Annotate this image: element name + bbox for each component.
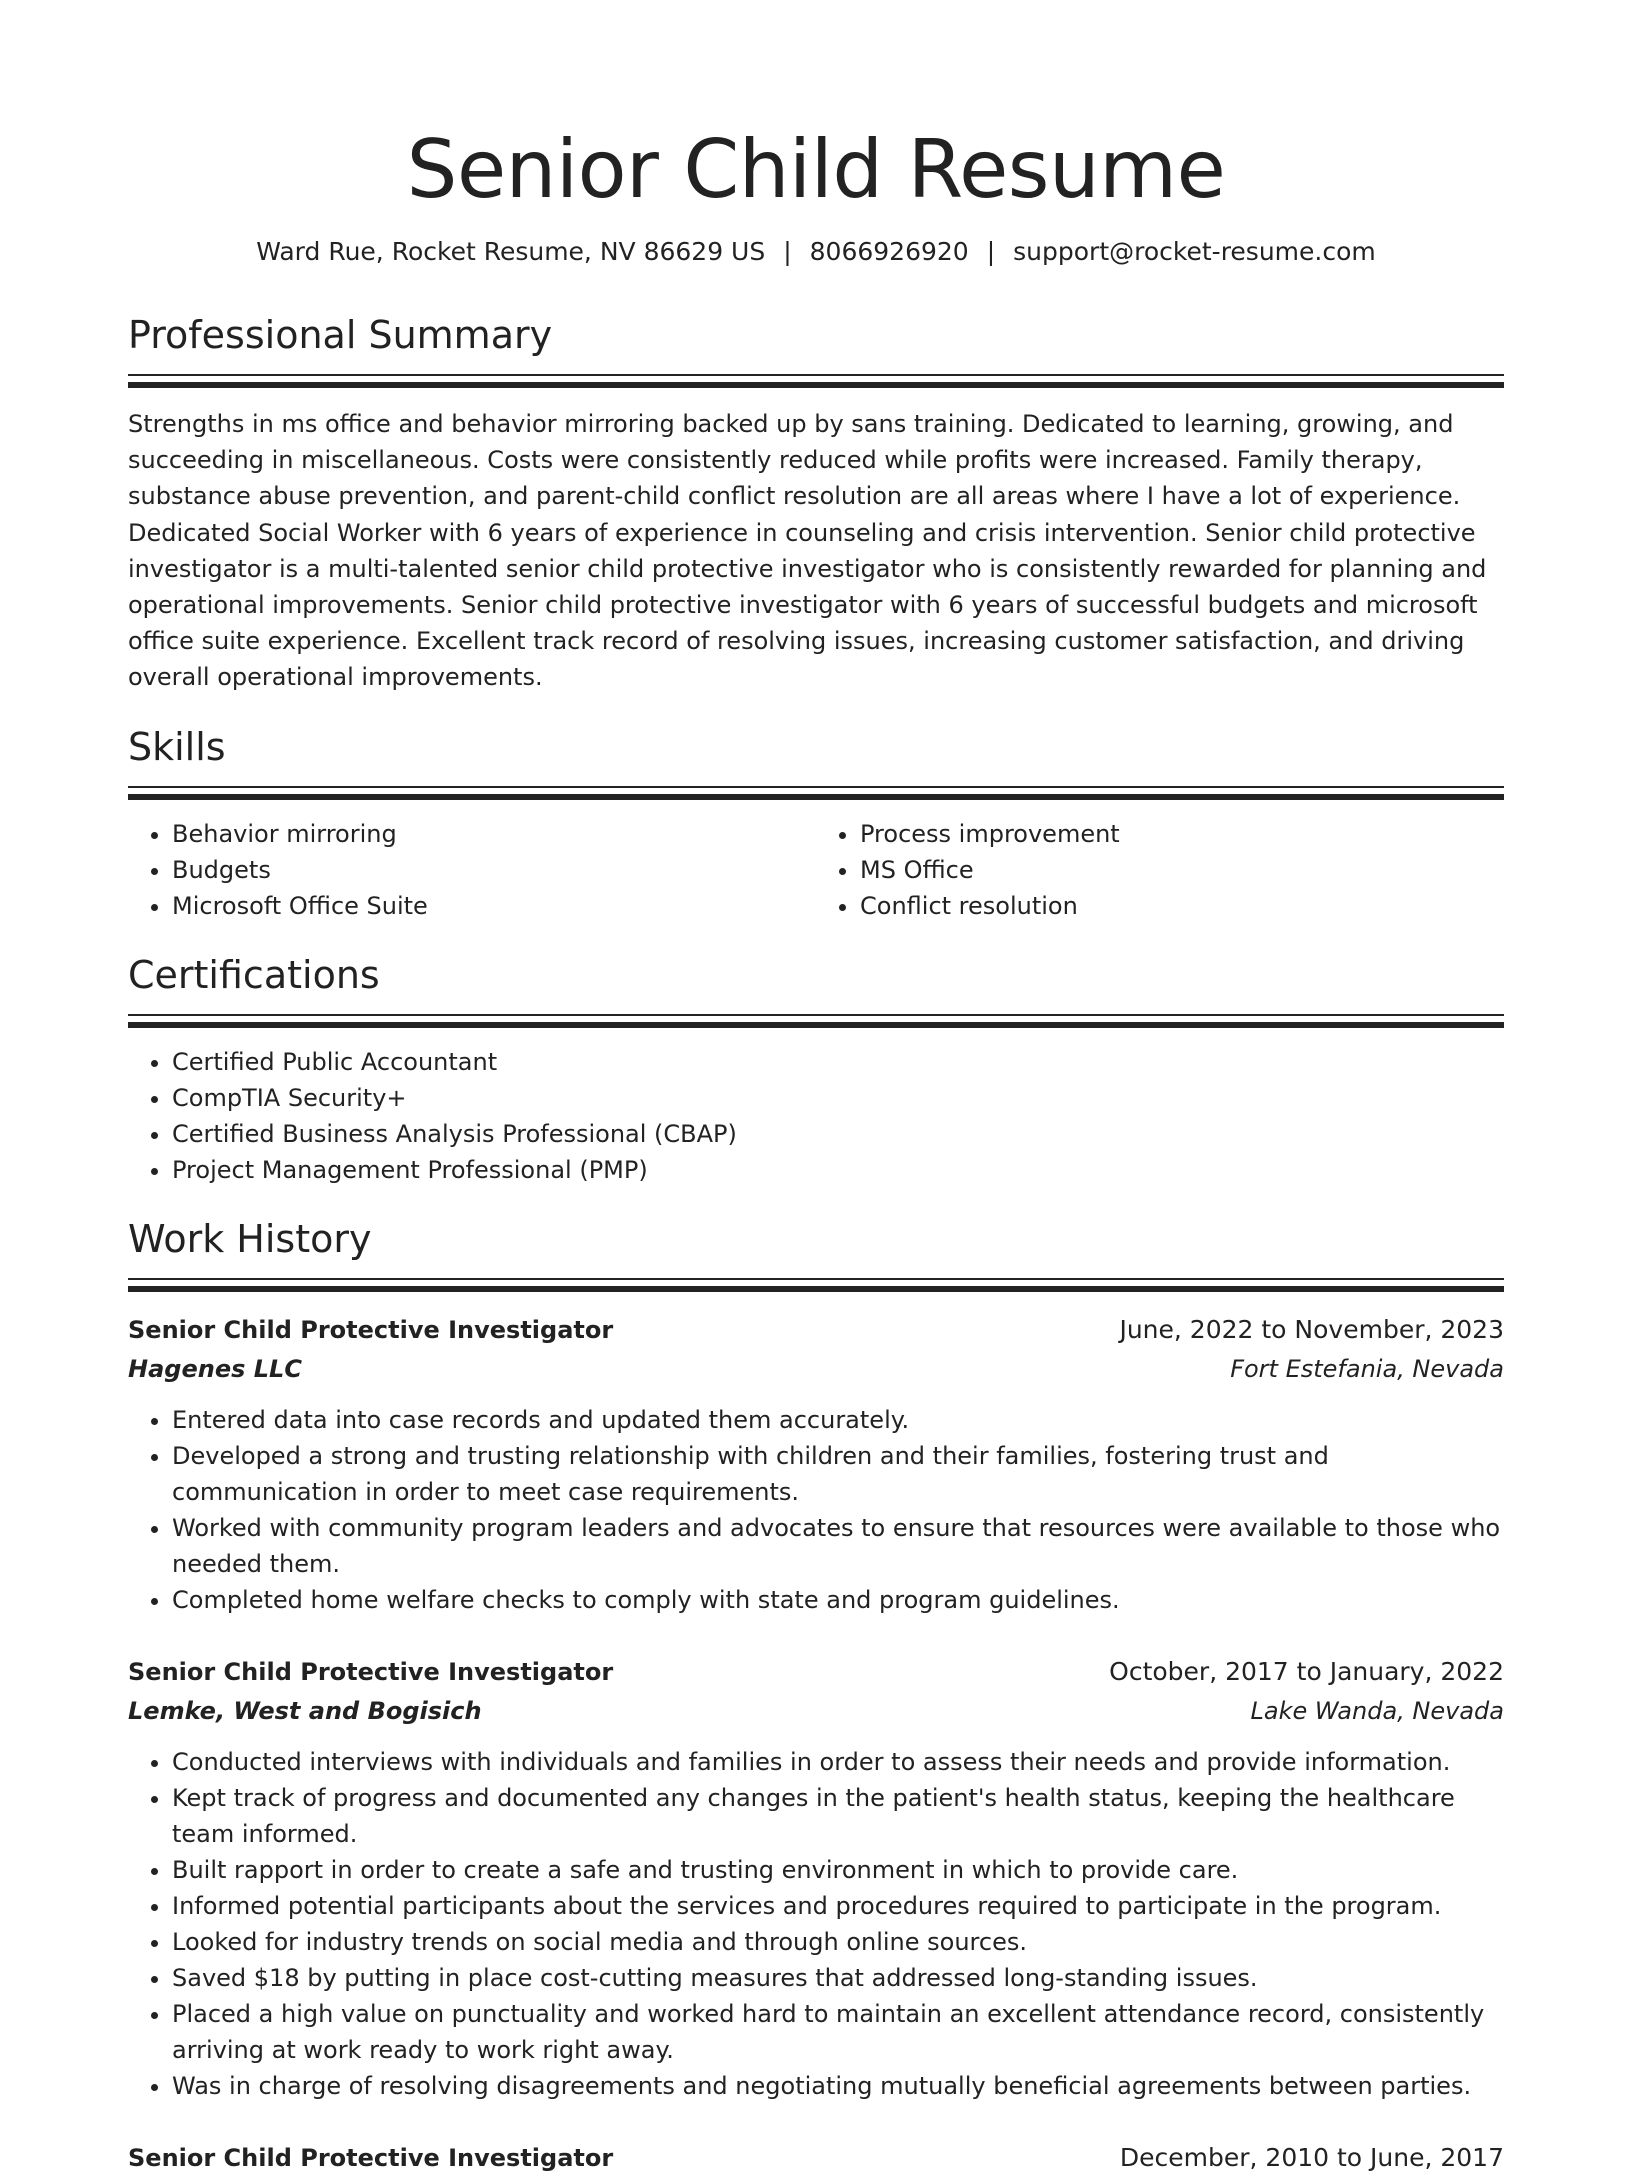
certifications-list	[128, 1044, 1504, 1188]
certification-item: • Project Management Professional (PMP)	[172, 1152, 1504, 1188]
job-location: Fort Estefania, Nevada	[1230, 1354, 1504, 1383]
job-bullet: • Developed a strong and trusting relationship with children and their families, fostering trust and communication in order to meet case requirements.	[172, 1438, 1504, 1510]
job-entry	[128, 1310, 1504, 1618]
work-section-header	[128, 1216, 1504, 1292]
job-bullets	[128, 1744, 1504, 2104]
certification-item: • Certified Public Accountant	[172, 1044, 1504, 1080]
job-company: Hagenes LLC	[128, 1354, 302, 1383]
job-title: Senior Child Protective Investigator	[128, 1657, 614, 1686]
contact-phone: 8066926920	[809, 237, 969, 266]
job-title: Senior Child Protective Investigator	[128, 2143, 614, 2172]
job-bullet: • Saved $18 by putting in place cost-cutting measures that addressed long-standing issues.	[172, 1960, 1504, 1996]
resume-page	[128, 0, 1504, 2178]
certifications-section-header	[128, 952, 1504, 1028]
job-entry	[128, 1652, 1504, 2104]
contact-separator: |	[783, 237, 792, 266]
job-bullet: • Was in charge of resolving disagreements and negotiating mutually beneficial agreements between parties.	[172, 2068, 1504, 2104]
job-dates: June, 2022 to November, 2023	[1119, 1314, 1504, 1344]
skill-item: • Process improvement	[860, 816, 1504, 852]
skills-heading: Skills	[128, 724, 226, 769]
section-divider	[128, 374, 1504, 388]
contact-email: support@rocket-resume.com	[1013, 237, 1376, 266]
summary-heading: Professional Summary	[128, 313, 553, 357]
job-bullet: • Placed a high value on punctuality and worked hard to maintain an excellent attendance record, consistently arriving at work ready to work right away.	[172, 1996, 1504, 2068]
resume-title: Senior Child Resume	[406, 123, 1226, 216]
skill-item: • MS Office	[860, 852, 1504, 888]
job-company-row	[128, 1692, 1504, 1730]
summary-text: Strengths in ms office and behavior mirroring backed up by sans training. Dedicated to learning, growing, and succeeding in miscellaneous. Costs were consistently reduced while profits were increased. Family therapy, substance abuse prevention, and parent-child conflict resolution are all areas where I have a lot of experience. Dedicated Social Worker with 6 years of experience in counseling and crisis intervention. Senior child protective investigator is a multi-talented senior child protective investigator who is consistently rewarded for planning and operational improvements. Senior child protective investigator with 6 years of successful budgets and microsoft office suite experience. Excellent track record of resolving issues, increasing customer satisfaction, and driving overall operational improvements.	[128, 410, 1487, 692]
contact-line	[128, 236, 1504, 268]
job-entry	[128, 2138, 1504, 2178]
job-bullet: • Looked for industry trends on social media and through online sources.	[172, 1924, 1504, 1960]
section-divider	[128, 1278, 1504, 1292]
skills-column-left	[128, 816, 816, 924]
skills-list	[128, 816, 1504, 924]
job-bullet: • Conducted interviews with individuals and families in order to assess their needs and provide information.	[172, 1744, 1504, 1780]
job-bullets	[128, 1402, 1504, 1618]
job-dates: December, 2010 to June, 2017	[1119, 2142, 1504, 2172]
section-divider	[128, 786, 1504, 800]
job-title: Senior Child Protective Investigator	[128, 1315, 614, 1344]
job-company: Lemke, West and Bogisich	[128, 1696, 482, 1725]
job-bullet: • Kept track of progress and documented any changes in the patient's health status, keeping the healthcare team informed.	[172, 1780, 1504, 1852]
work-heading: Work History	[128, 1216, 372, 1261]
skills-column-right	[816, 816, 1504, 924]
skills-section-header	[128, 724, 1504, 800]
job-bullet: • Built rapport in order to create a safe and trusting environment in which to provide care.	[172, 1852, 1504, 1888]
job-title-row	[128, 1652, 1504, 1692]
certification-item: • Certified Business Analysis Professional (CBAP)	[172, 1116, 1504, 1152]
contact-address: Ward Rue, Rocket Resume, NV 86629 US	[256, 237, 766, 266]
job-dates: October, 2017 to January, 2022	[1109, 1656, 1504, 1686]
section-divider	[128, 1014, 1504, 1028]
skill-item: • Microsoft Office Suite	[172, 888, 816, 924]
summary-section-header	[128, 312, 1504, 388]
job-title-row	[128, 1310, 1504, 1350]
certifications-heading: Certifications	[128, 952, 380, 997]
job-bullet: • Worked with community program leaders and advocates to ensure that resources were available to those who needed them.	[172, 1510, 1504, 1582]
skill-item: • Budgets	[172, 852, 816, 888]
job-company-row	[128, 1350, 1504, 1388]
job-bullet: • Completed home welfare checks to comply with state and program guidelines.	[172, 1582, 1504, 1618]
certification-item: • CompTIA Security+	[172, 1080, 1504, 1116]
job-location: Lake Wanda, Nevada	[1250, 1696, 1504, 1725]
job-bullet: • Informed potential participants about the services and procedures required to participate in the program.	[172, 1888, 1504, 1924]
skill-item: • Behavior mirroring	[172, 816, 816, 852]
job-title-row	[128, 2138, 1504, 2178]
job-bullet: • Entered data into case records and updated them accurately.	[172, 1402, 1504, 1438]
contact-separator: |	[986, 237, 996, 266]
skill-item: • Conflict resolution	[860, 888, 1504, 924]
